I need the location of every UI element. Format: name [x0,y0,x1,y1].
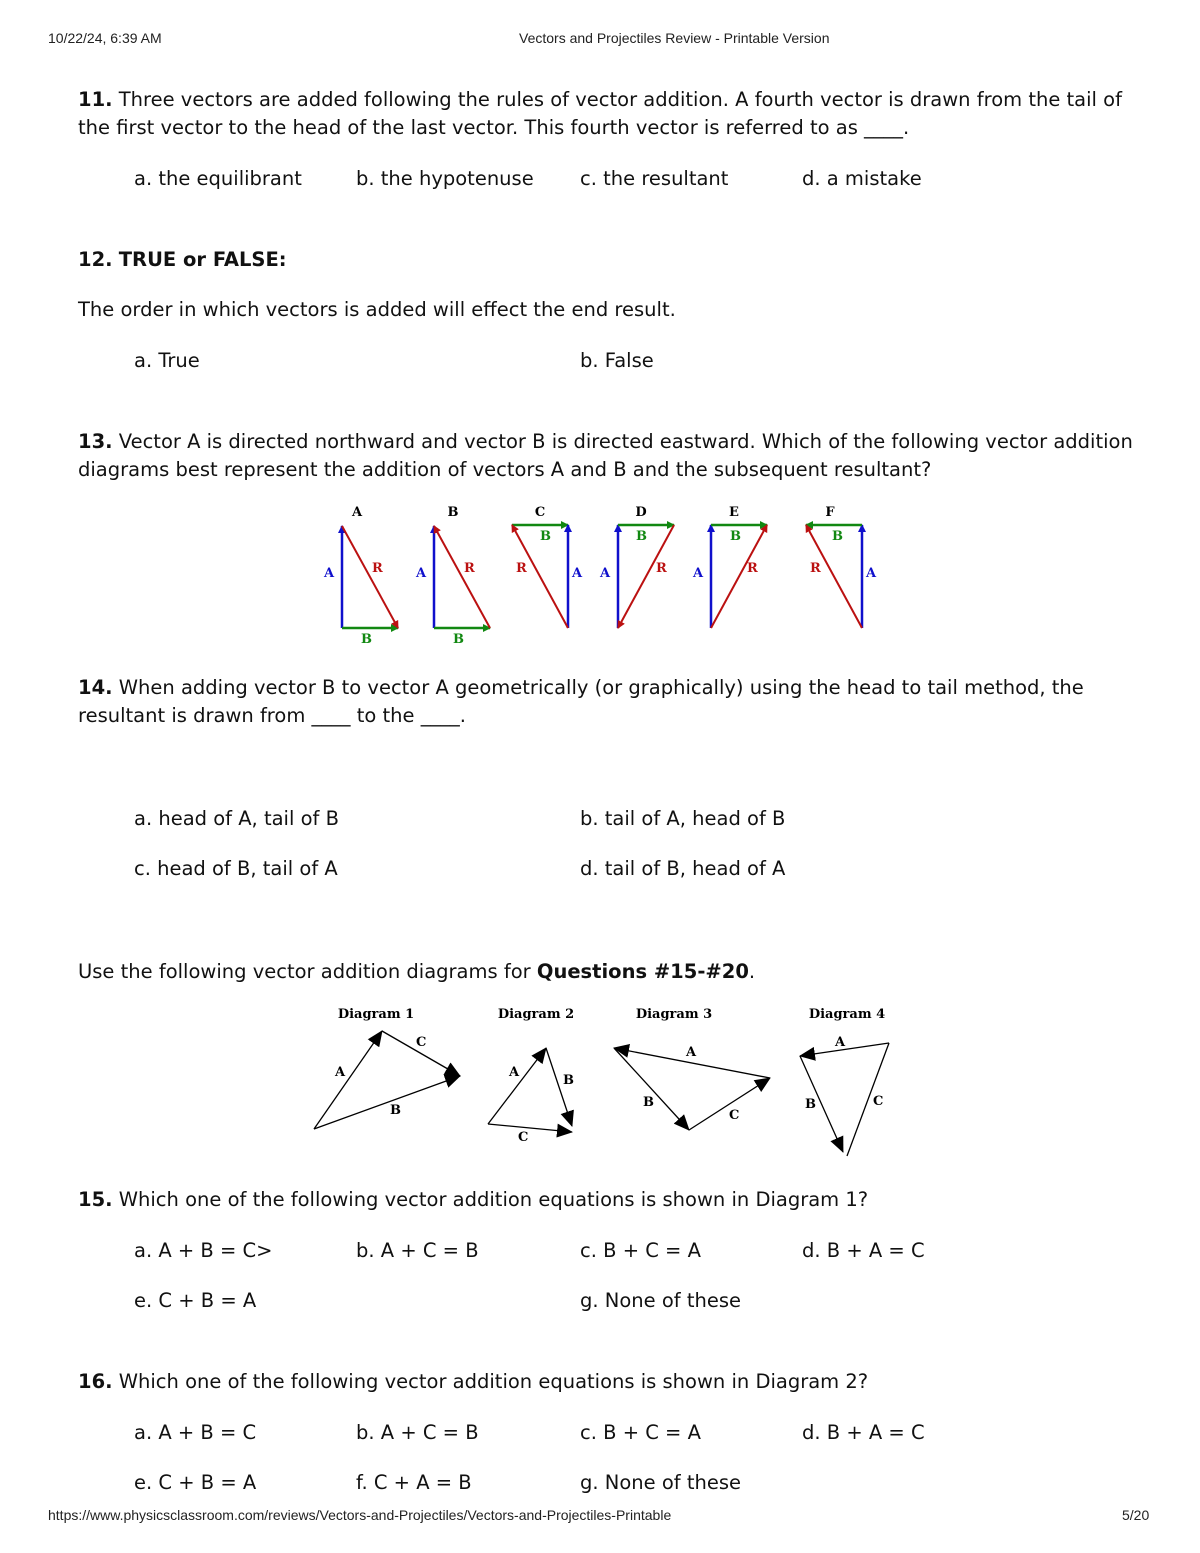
svg-text:B: B [636,529,647,544]
svg-text:B: B [361,632,372,647]
svg-text:A: A [416,566,427,581]
q13-diagram-title: A [351,505,363,520]
svg-text:C: C [873,1094,884,1109]
page-number: 5/20 [1122,1507,1150,1523]
svg-text:R: R [747,561,758,576]
q13-diagram-a [323,505,398,647]
q13-diagram-title: E [729,505,739,520]
q13-diagram-b [415,505,490,647]
diagram-title: Diagram 3 [635,1007,713,1022]
q14-option-d[interactable]: d. tail of B, head of A [580,857,786,880]
question-number: 12. [78,248,113,271]
questions-15-20-intro: Use the following vector addition diagrams for Questions #15-#20. [78,960,756,983]
q15-option-b[interactable]: b. A + C = B [356,1239,479,1262]
q12-option-b[interactable]: b. False [580,349,654,372]
question-12-text: The order in which vectors is added will effect the end result. [78,298,676,321]
diagram-title: Diagram 4 [808,1007,886,1022]
q13-diagram-f [806,505,877,628]
question-15 [78,1186,1138,1214]
q11-option-d[interactable]: d. a mistake [802,167,922,190]
svg-text:B: B [540,529,551,544]
q13-diagrams [310,498,890,650]
question-14 [78,674,1138,730]
q11-option-a[interactable]: a. the equilibrant [134,167,302,190]
q16-option-e[interactable]: e. C + B = A [134,1471,257,1494]
q14-option-b[interactable]: b. tail of A, head of B [580,807,786,830]
svg-text:A: A [572,566,583,581]
svg-text:R: R [516,561,527,576]
svg-text:B: B [563,1073,574,1088]
svg-text:C: C [416,1035,427,1050]
q16-option-b[interactable]: b. A + C = B [356,1421,479,1444]
q13-diagram-d [599,505,674,628]
svg-text:C: C [729,1108,740,1123]
svg-text:B: B [832,529,843,544]
question-11 [78,86,1138,142]
question-number: 11. [78,88,113,111]
svg-text:A: A [600,566,611,581]
question-label: TRUE or FALSE: [118,248,287,271]
q11-option-c[interactable]: c. the resultant [580,167,729,190]
svg-text:C: C [518,1130,529,1145]
svg-text:A: A [866,566,877,581]
q15-option-a[interactable]: a. A + B = C> [134,1239,273,1262]
page-url: https://www.physicsclassroom.com/reviews/Vectors-and-Projectiles/Vectors-and-Projectiles-Printable [48,1507,672,1523]
svg-text:A: A [335,1065,346,1080]
svg-text:B: B [805,1097,816,1112]
svg-text:A: A [324,566,335,581]
diagram-title: Diagram 2 [497,1007,575,1022]
question-number: 14. [78,676,113,699]
svg-text:R: R [464,561,475,576]
question-text: Which one of the following vector addition equations is shown in Diagram 2? [118,1370,869,1393]
diagram-title: Diagram 1 [337,1007,415,1022]
q13-diagram-title: F [825,505,835,520]
svg-text:R: R [810,561,821,576]
q15-option-c[interactable]: c. B + C = A [580,1239,701,1262]
q13-diagram-e [692,505,767,628]
q14-option-c[interactable]: c. head of B, tail of A [134,857,338,880]
svg-text:B: B [643,1095,654,1110]
question-16 [78,1368,1138,1396]
q15-option-e[interactable]: e. C + B = A [134,1289,257,1312]
q16-option-g[interactable]: g. None of these [580,1471,741,1494]
svg-text:A: A [686,1045,697,1060]
print-title: Vectors and Projectiles Review - Printable Version [519,30,830,46]
q13-diagram-title: B [447,505,459,520]
question-number: 15. [78,1188,113,1211]
q13-diagram-title: C [534,505,546,520]
q16-option-f[interactable]: f. C + A = B [356,1471,472,1494]
question-text: Vector A is directed northward and vector B is directed eastward. Which of the following vector addition diagrams best represent the addition of vectors A and B and the subsequent resultant? [78,430,1133,481]
question-text: Three vectors are added following the rules of vector addition. A fourth vector is drawn from the tail of the first vector to the head of the last vector. This fourth vector is referred to as ____. [78,88,1122,139]
svg-text:R: R [372,561,383,576]
q16-option-c[interactable]: c. B + C = A [580,1421,701,1444]
svg-text:B: B [730,529,741,544]
svg-text:A: A [509,1065,520,1080]
q16-option-d[interactable]: d. B + A = C [802,1421,925,1444]
question-13 [78,428,1138,484]
q13-diagram-title: D [635,505,647,520]
print-datetime: 10/22/24, 6:39 AM [48,30,162,46]
q12-option-a[interactable]: a. True [134,349,200,372]
q16-option-a[interactable]: a. A + B = C [134,1421,257,1444]
vector-diagrams-1-4 [300,1000,900,1165]
q15-option-g[interactable]: g. None of these [580,1289,741,1312]
question-12 [78,246,1138,274]
q15-option-d[interactable]: d. B + A = C [802,1239,925,1262]
question-number: 16. [78,1370,113,1393]
svg-text:R: R [656,561,667,576]
svg-text:B: B [453,632,464,647]
svg-text:B: B [390,1103,401,1118]
svg-text:A: A [693,566,704,581]
q14-option-a[interactable]: a. head of A, tail of B [134,807,339,830]
svg-text:A: A [835,1035,846,1050]
q13-diagram-c [512,505,583,628]
question-number: 13. [78,430,113,453]
question-text: Which one of the following vector addition equations is shown in Diagram 1? [118,1188,869,1211]
q11-option-b[interactable]: b. the hypotenuse [356,167,534,190]
question-text: When adding vector B to vector A geometrically (or graphically) using the head to tail method, the resultant is drawn from ____ to the ____. [78,676,1084,727]
